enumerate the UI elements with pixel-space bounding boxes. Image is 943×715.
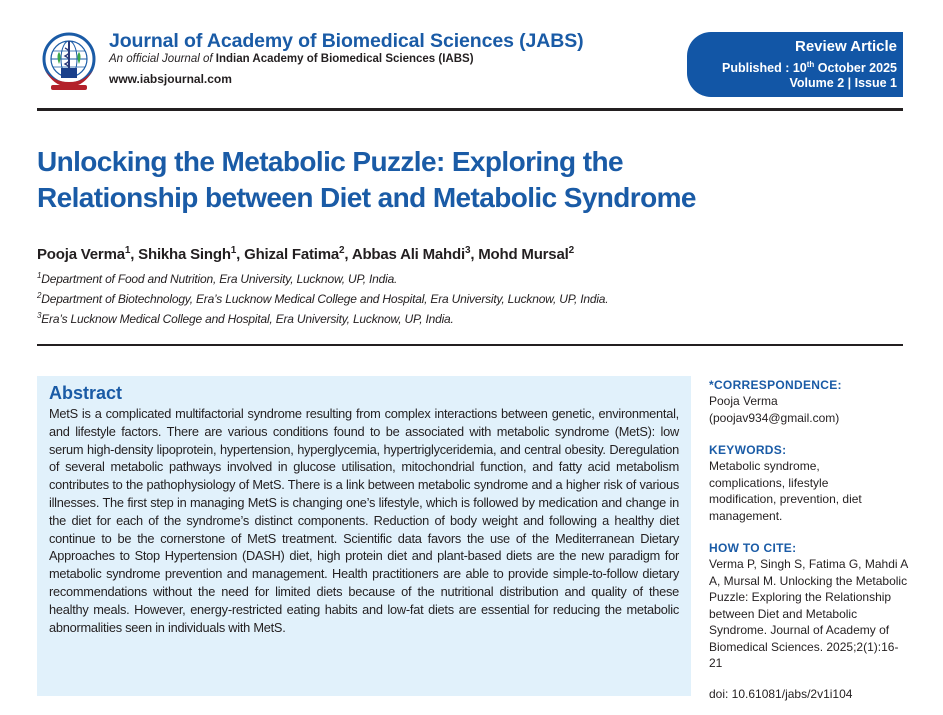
published-ordinal: th [806,59,815,69]
affiliation-number: 2 [37,291,42,300]
volume-issue: Volume 2 | Issue 1 [789,76,897,90]
correspondence-email[interactable]: (poojav934@gmail.com) [709,410,840,425]
journal-website-link[interactable]: www.iabsjournal.com [109,72,232,86]
journal-title: Journal of Academy of Biomedical Sciences (JABS) [109,30,584,52]
affiliation-1 [37,271,397,286]
keywords-heading: KEYWORDS: [709,443,787,457]
abstract-text: MetS is a complicated multifactorial syndrome resulting from complex interactions between genetic, environmental, and lifestyle factors. There are various conditions found to be associated with metabolic syndrome (MetS): low serum high-density lipoprotein, hypertension, hyperglycemia, hypertriglyceridemia, and central obesity. Deregulation of several metabolic pathways involved in glucose utilisation, mitochondrial function, and fatty acid metabolism contributes to the pathophysiology of MetS. There is a link between metabolic syndrome and a higher risk of various illnesses. The first step in managing MetS is changing one’s lifestyle, which is followed by medication and change in the diet for each of the syndrome’s distinct components. Reduction of body weight and following a healthy diet continue to be the cornerstone of MetS treatment. Scientific data favors the use of the Mediterranean Dietary Approaches to Stop Hypertension (DASH) diet, high protein diet and plant-based diets are the new paradigm for metabolic syndrome prevention and management. Health practitioners are able to provide simple-to-follow dietary recommendations without the need for limited diets because of the nutritional distribution and quality of these healthy meals. However, energy-restricted eating habits and low-fat diets are essential for reducing the metabolic abnormalities seen in individuals with MetS. [49,406,679,635]
published-date [687,60,897,76]
cite-heading: HOW TO CITE: [709,541,797,555]
affiliation-number: 3 [37,311,42,320]
affiliation-number: 1 [37,271,42,280]
article-info-sidebar [709,377,909,702]
title-line-1: Unlocking the Metabolic Puzzle: Exploring the [37,146,623,177]
article-type: Review Article [795,38,897,55]
subtitle-prefix: An official Journal of [109,53,213,65]
article-title [37,144,887,216]
doi-link[interactable]: doi: 10.61081/jabs/2v1i104 [709,686,853,701]
affiliation-text: Department of Biotechnology, Era’s Lucknow Medical College and Hospital, Era University, Lucknow, UP, India. [41,292,609,306]
header-divider [37,108,903,111]
affiliation-2 [37,291,608,306]
abstract-heading: Abstract [49,383,123,403]
subtitle-society: Indian Academy of Biomedical Sciences (IABS) [215,53,474,65]
author-name: Abbas Ali Mahdi [351,246,465,263]
keywords-text: Metabolic syndrome, complications, lifestyle modification, prevention, diet management. [709,459,862,523]
author-affiliation-mark: 3 [464,245,471,256]
author-name: Ghizal Fatima [244,246,340,263]
journal-subtitle [109,53,474,65]
title-line-2: Relationship between Diet and Metabolic Syndrome [37,182,696,213]
author-name: Pooja Verma [37,246,125,263]
author-name: Mohd Mursal [478,246,569,263]
correspondence-heading: *CORRESPONDENCE: [709,378,842,392]
affiliation-text: Era’s Lucknow Medical College and Hospital, Era University, Lucknow, UP, India. [41,312,454,326]
citation-text: Verma P, Singh S, Fatima G, Mahdi A A, Mursal M. Unlocking the Metabolic Puzzle: Exploring the Relationship between Diet and Metabolic Syndrome. Journal of Academy of Biomedical Sciences. 2025;2(1):16-21 [709,557,908,670]
correspondence-section [709,377,909,426]
section-divider [37,344,903,346]
affiliation-3 [37,311,454,326]
author-affiliation-mark: 2 [568,245,574,256]
society-emblem-icon [37,30,101,94]
correspondence-name: Pooja Verma [709,394,778,408]
keywords-section [709,442,894,524]
author-affiliation-mark: 1 [124,245,131,256]
published-month-year: October 2025 [814,61,897,75]
affiliation-text: Department of Food and Nutrition, Era University, Lucknow, UP, India. [41,272,398,286]
author-name: Shikha Singh [138,246,231,263]
how-to-cite-section [709,540,909,672]
article-type-badge [687,32,903,97]
author-affiliation-mark: 1 [230,245,237,256]
author-affiliation-mark: 2 [339,245,345,256]
abstract-box [37,376,691,696]
author-list: Pooja Verma$^1$, Shikha Singh$^1$, Ghizal Fatima$^2$, Abbas Ali Mahdi$^3$, Mohd Mursal$^2$ [37,245,574,263]
published-label: Published : 10 [722,61,807,75]
